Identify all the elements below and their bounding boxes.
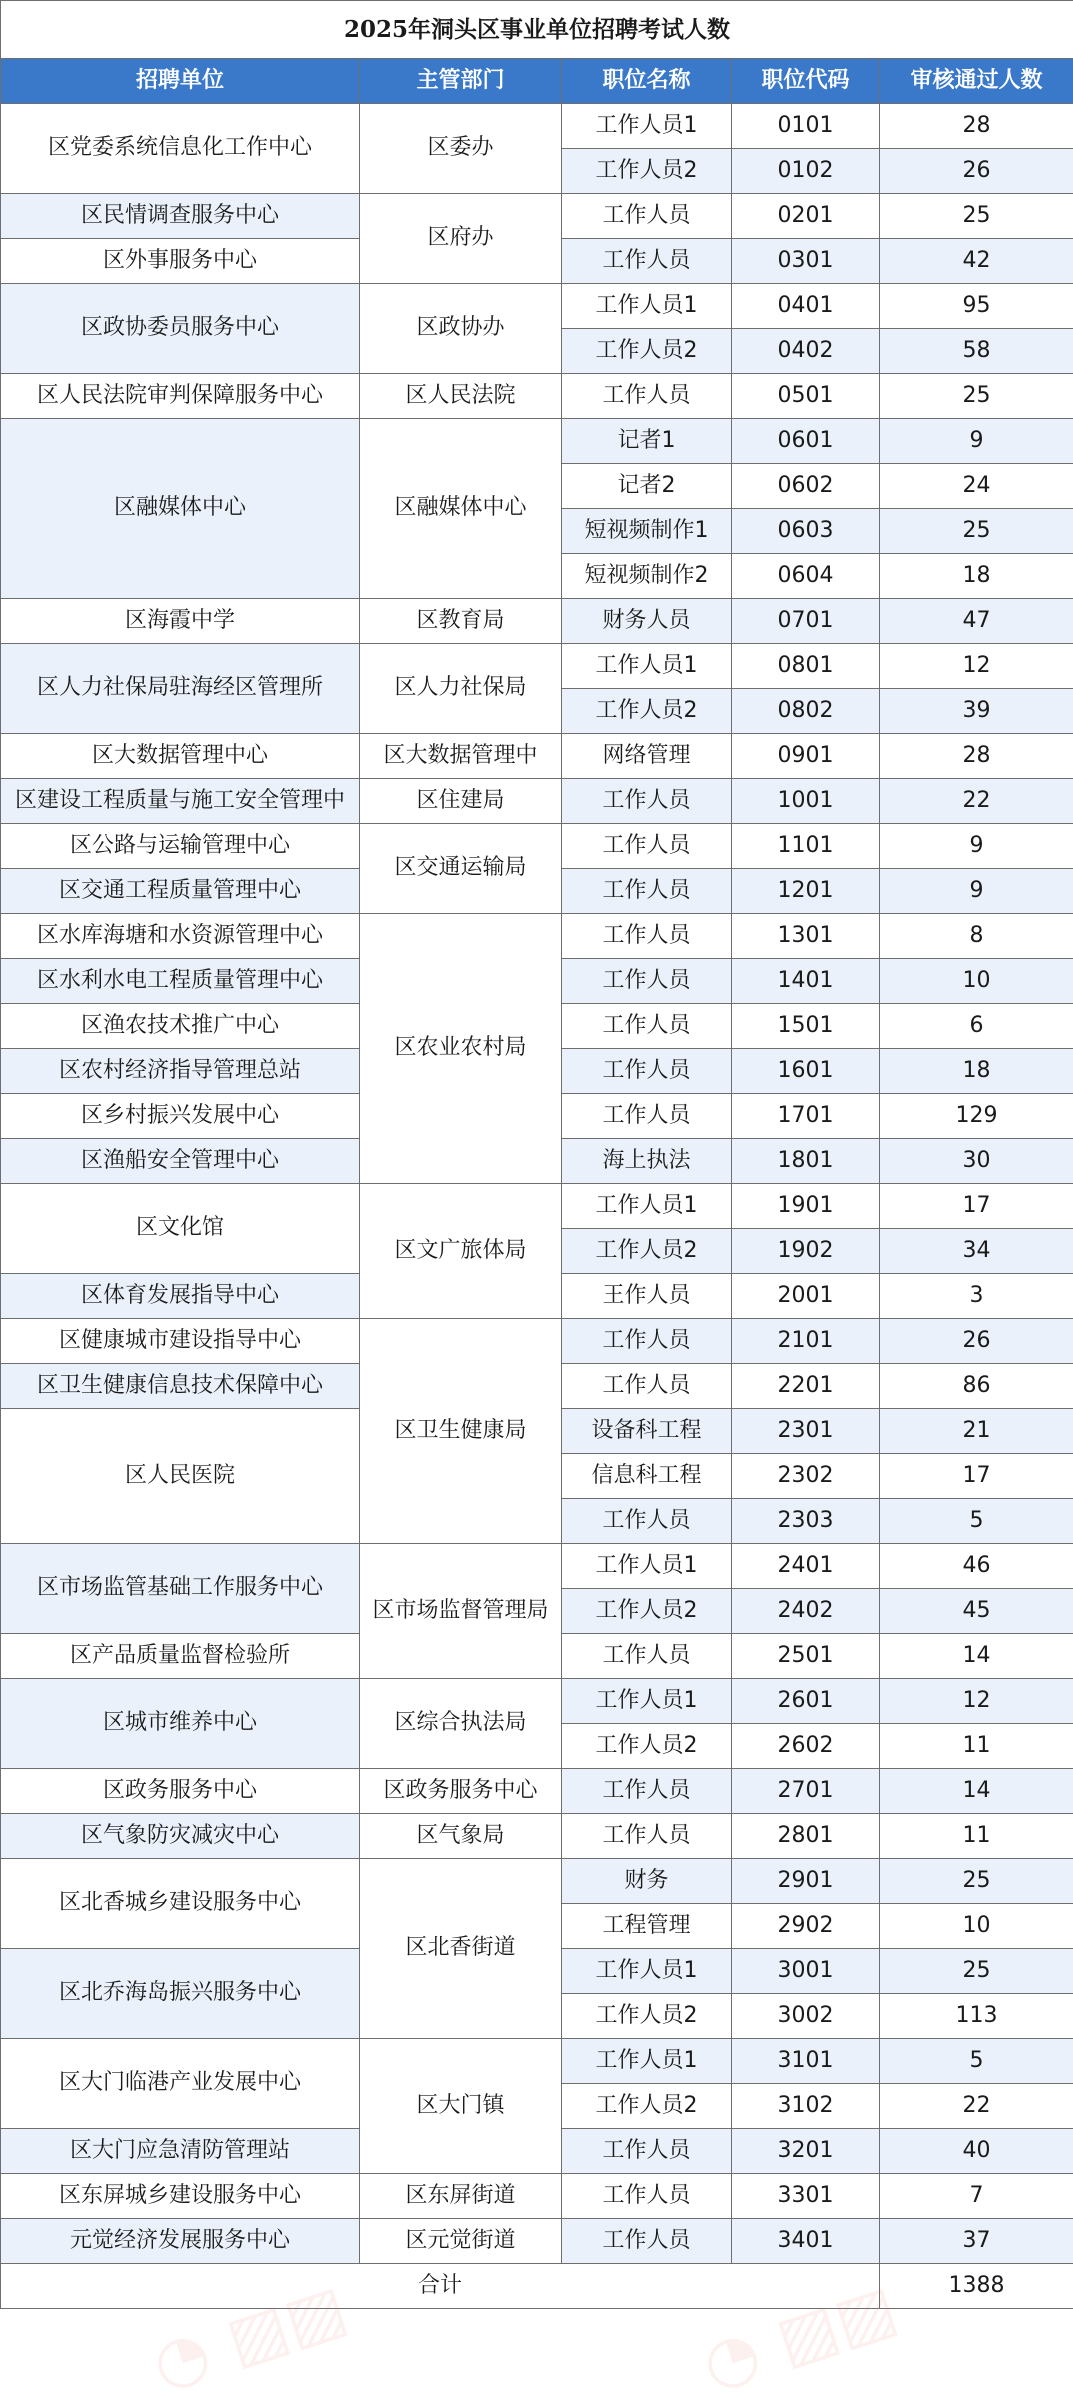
code-cell: 2402 [732, 1589, 880, 1634]
code-cell: 2301 [732, 1409, 880, 1454]
table-row [1, 1184, 1073, 1229]
watermark-logo: ◔ ▨▨ [143, 2271, 355, 2403]
table-row [1, 2174, 1073, 2219]
unit-cell: 区党委系统信息化工作中心 [1, 104, 360, 194]
code-cell: 0402 [732, 329, 880, 374]
code-cell: 1901 [732, 1184, 880, 1229]
unit-cell: 区大门临港产业发展中心 [1, 2039, 360, 2129]
position-cell: 工作人员2 [562, 1994, 732, 2039]
unit-cell: 区水库海塘和水资源管理中心 [1, 914, 360, 959]
unit-cell: 区卫生健康信息技术保障中心 [1, 1364, 360, 1409]
code-cell: 0601 [732, 419, 880, 464]
header-unit: 招聘单位 [1, 59, 360, 104]
dept-cell: 区农业农村局 [360, 914, 562, 1184]
count-cell: 45 [880, 1589, 1073, 1634]
count-cell: 24 [880, 464, 1073, 509]
unit-cell: 区农村经济指导管理总站 [1, 1049, 360, 1094]
count-cell: 5 [880, 1499, 1073, 1544]
table-row [1, 599, 1073, 644]
code-cell: 1401 [732, 959, 880, 1004]
count-cell: 14 [880, 1769, 1073, 1814]
count-cell: 9 [880, 419, 1073, 464]
unit-cell: 区外事服务中心 [1, 239, 360, 284]
count-cell: 5 [880, 2039, 1073, 2084]
code-cell: 2801 [732, 1814, 880, 1859]
position-cell: 工作人员 [562, 239, 732, 284]
unit-cell: 区文化馆 [1, 1184, 360, 1274]
unit-cell: 区交通工程质量管理中心 [1, 869, 360, 914]
code-cell: 2902 [732, 1904, 880, 1949]
count-cell: 12 [880, 644, 1073, 689]
unit-cell: 区气象防灾减灾中心 [1, 1814, 360, 1859]
code-cell: 3201 [732, 2129, 880, 2174]
watermark-logo: ◔ ▨▨ [693, 2271, 905, 2403]
code-cell: 0604 [732, 554, 880, 599]
header-count: 审核通过人数 [880, 59, 1073, 104]
code-cell: 3002 [732, 1994, 880, 2039]
position-cell: 工作人员1 [562, 2039, 732, 2084]
position-cell: 工作人员1 [562, 1544, 732, 1589]
count-cell: 11 [880, 1814, 1073, 1859]
title-row [1, 1, 1073, 59]
position-cell: 工作人员 [562, 869, 732, 914]
table-row [1, 734, 1073, 779]
unit-cell: 区健康城市建设指导中心 [1, 1319, 360, 1364]
table-row [1, 1319, 1073, 1364]
count-cell: 40 [880, 2129, 1073, 2174]
dept-cell: 区委办 [360, 104, 562, 194]
table-row [1, 1859, 1073, 1904]
position-cell: 工作人员 [562, 1769, 732, 1814]
count-cell: 28 [880, 734, 1073, 779]
unit-cell: 区渔船安全管理中心 [1, 1139, 360, 1184]
position-cell: 财务人员 [562, 599, 732, 644]
table-row [1, 824, 1073, 869]
dept-cell: 区元觉街道 [360, 2219, 562, 2264]
count-cell: 14 [880, 1634, 1073, 1679]
code-cell: 3401 [732, 2219, 880, 2264]
table-row [1, 914, 1073, 959]
count-cell: 18 [880, 554, 1073, 599]
count-cell: 17 [880, 1184, 1073, 1229]
unit-cell: 区城市维养中心 [1, 1679, 360, 1769]
position-cell: 工程管理 [562, 1904, 732, 1949]
code-cell: 0401 [732, 284, 880, 329]
code-cell: 0602 [732, 464, 880, 509]
count-cell: 10 [880, 1904, 1073, 1949]
position-cell: 工作人员 [562, 1634, 732, 1679]
code-cell: 0603 [732, 509, 880, 554]
unit-cell: 区政务服务中心 [1, 1769, 360, 1814]
dept-cell: 区府办 [360, 194, 562, 284]
dept-cell: 区市场监督管理局 [360, 1544, 562, 1679]
code-cell: 0101 [732, 104, 880, 149]
position-cell: 工作人员 [562, 824, 732, 869]
code-cell: 2701 [732, 1769, 880, 1814]
unit-cell: 区政协委员服务中心 [1, 284, 360, 374]
count-cell: 95 [880, 284, 1073, 329]
count-cell: 26 [880, 1319, 1073, 1364]
unit-cell: 区东屏城乡建设服务中心 [1, 2174, 360, 2219]
unit-cell: 区民情调查服务中心 [1, 194, 360, 239]
dept-cell: 区气象局 [360, 1814, 562, 1859]
position-cell: 海上执法 [562, 1139, 732, 1184]
table-row [1, 2219, 1073, 2264]
table-row [1, 779, 1073, 824]
code-cell: 1902 [732, 1229, 880, 1274]
count-cell: 12 [880, 1679, 1073, 1724]
count-cell: 25 [880, 509, 1073, 554]
position-cell: 财务 [562, 1859, 732, 1904]
code-cell: 3102 [732, 2084, 880, 2129]
code-cell: 2303 [732, 1499, 880, 1544]
position-cell: 工作人员2 [562, 149, 732, 194]
code-cell: 2101 [732, 1319, 880, 1364]
unit-cell: 区渔农技术推广中心 [1, 1004, 360, 1049]
table-row [1, 1679, 1073, 1724]
unit-cell: 区大门应急清防管理站 [1, 2129, 360, 2174]
position-cell: 工作人员 [562, 914, 732, 959]
code-cell: 2601 [732, 1679, 880, 1724]
position-cell: 记者1 [562, 419, 732, 464]
dept-cell: 区人力社保局 [360, 644, 562, 734]
position-cell: 工作人员1 [562, 104, 732, 149]
header-row [1, 59, 1073, 104]
count-cell: 8 [880, 914, 1073, 959]
code-cell: 2901 [732, 1859, 880, 1904]
total-label: 合计 [1, 2264, 880, 2309]
count-cell: 113 [880, 1994, 1073, 2039]
position-cell: 工作人员1 [562, 1949, 732, 1994]
code-cell: 2401 [732, 1544, 880, 1589]
dept-cell: 区卫生健康局 [360, 1319, 562, 1544]
position-cell: 记者2 [562, 464, 732, 509]
unit-cell: 区乡村振兴发展中心 [1, 1094, 360, 1139]
position-cell: 网络管理 [562, 734, 732, 779]
header-code: 职位代码 [732, 59, 880, 104]
code-cell: 0501 [732, 374, 880, 419]
position-cell: 信息科工程 [562, 1454, 732, 1499]
position-cell: 工作人员 [562, 1319, 732, 1364]
count-cell: 39 [880, 689, 1073, 734]
position-cell: 工作人员2 [562, 1589, 732, 1634]
unit-cell: 元觉经济发展服务中心 [1, 2219, 360, 2264]
count-cell: 42 [880, 239, 1073, 284]
position-cell: 工作人员1 [562, 284, 732, 329]
position-cell: 设备科工程 [562, 1409, 732, 1454]
code-cell: 1201 [732, 869, 880, 914]
header-dept: 主管部门 [360, 59, 562, 104]
code-cell: 1601 [732, 1049, 880, 1094]
position-cell: 短视频制作2 [562, 554, 732, 599]
code-cell: 0301 [732, 239, 880, 284]
count-cell: 25 [880, 194, 1073, 239]
dept-cell: 区北香街道 [360, 1859, 562, 2039]
count-cell: 30 [880, 1139, 1073, 1184]
count-cell: 9 [880, 869, 1073, 914]
table-row [1, 644, 1073, 689]
code-cell: 0801 [732, 644, 880, 689]
position-cell: 工作人员 [562, 1364, 732, 1409]
dept-cell: 区东屏街道 [360, 2174, 562, 2219]
position-cell: 短视频制作1 [562, 509, 732, 554]
count-cell: 34 [880, 1229, 1073, 1274]
count-cell: 7 [880, 2174, 1073, 2219]
unit-cell: 区北香城乡建设服务中心 [1, 1859, 360, 1949]
unit-cell: 区水利水电工程质量管理中心 [1, 959, 360, 1004]
code-cell: 0201 [732, 194, 880, 239]
position-cell: 工作人员 [562, 1094, 732, 1139]
position-cell: 工作人员 [562, 194, 732, 239]
dept-cell: 区大数据管理中 [360, 734, 562, 779]
position-cell: 工作人员1 [562, 1679, 732, 1724]
count-cell: 28 [880, 104, 1073, 149]
code-cell: 1701 [732, 1094, 880, 1139]
position-cell: 工作人员 [562, 779, 732, 824]
code-cell: 1801 [732, 1139, 880, 1184]
unit-cell: 区海霞中学 [1, 599, 360, 644]
position-cell: 工作人员 [562, 959, 732, 1004]
unit-cell: 区北乔海岛振兴服务中心 [1, 1949, 360, 2039]
code-cell: 2001 [732, 1274, 880, 1319]
count-cell: 18 [880, 1049, 1073, 1094]
count-cell: 21 [880, 1409, 1073, 1454]
position-cell: 工作人员1 [562, 644, 732, 689]
table-row [1, 1769, 1073, 1814]
dept-cell: 区文广旅体局 [360, 1184, 562, 1319]
table-row [1, 284, 1073, 329]
count-cell: 3 [880, 1274, 1073, 1319]
unit-cell: 区建设工程质量与施工安全管理中 [1, 779, 360, 824]
table-row [1, 374, 1073, 419]
dept-cell: 区教育局 [360, 599, 562, 644]
unit-cell: 区人民法院审判保障服务中心 [1, 374, 360, 419]
count-cell: 22 [880, 2084, 1073, 2129]
position-cell: 工作人员2 [562, 1724, 732, 1769]
position-cell: 工作人员 [562, 2174, 732, 2219]
code-cell: 0901 [732, 734, 880, 779]
code-cell: 0701 [732, 599, 880, 644]
count-cell: 22 [880, 779, 1073, 824]
code-cell: 3101 [732, 2039, 880, 2084]
count-cell: 17 [880, 1454, 1073, 1499]
position-cell: 工作人员2 [562, 1229, 732, 1274]
unit-cell: 区融媒体中心 [1, 419, 360, 599]
code-cell: 1001 [732, 779, 880, 824]
code-cell: 2501 [732, 1634, 880, 1679]
position-cell: 工作人员2 [562, 689, 732, 734]
code-cell: 1301 [732, 914, 880, 959]
total-value: 1388 [880, 2264, 1073, 2309]
table-body [1, 104, 1073, 2264]
count-cell: 37 [880, 2219, 1073, 2264]
dept-cell: 区住建局 [360, 779, 562, 824]
dept-cell: 区综合执法局 [360, 1679, 562, 1769]
code-cell: 3001 [732, 1949, 880, 1994]
code-cell: 2201 [732, 1364, 880, 1409]
count-cell: 58 [880, 329, 1073, 374]
code-cell: 2302 [732, 1454, 880, 1499]
count-cell: 86 [880, 1364, 1073, 1409]
unit-cell: 区人民医院 [1, 1409, 360, 1544]
code-cell: 3301 [732, 2174, 880, 2219]
dept-cell: 区政务服务中心 [360, 1769, 562, 1814]
count-cell: 25 [880, 1859, 1073, 1904]
count-cell: 25 [880, 1949, 1073, 1994]
count-cell: 129 [880, 1094, 1073, 1139]
dept-cell: 区融媒体中心 [360, 419, 562, 599]
position-cell: 工作人员 [562, 1499, 732, 1544]
count-cell: 47 [880, 599, 1073, 644]
total-row [1, 2264, 1073, 2309]
dept-cell: 区人民法院 [360, 374, 562, 419]
position-cell: 工作人员 [562, 1004, 732, 1049]
count-cell: 46 [880, 1544, 1073, 1589]
count-cell: 11 [880, 1724, 1073, 1769]
unit-cell: 区体育发展指导中心 [1, 1274, 360, 1319]
unit-cell: 区市场监管基础工作服务中心 [1, 1544, 360, 1634]
unit-cell: 区产品质量监督检验所 [1, 1634, 360, 1679]
dept-cell: 区交通运输局 [360, 824, 562, 914]
code-cell: 0802 [732, 689, 880, 734]
code-cell: 0102 [732, 149, 880, 194]
position-cell: 工作人员2 [562, 2084, 732, 2129]
table-row [1, 1544, 1073, 1589]
dept-cell: 区大门镇 [360, 2039, 562, 2174]
dept-cell: 区政协办 [360, 284, 562, 374]
table-title: 2025年洞头区事业单位招聘考试人数 [1, 1, 1073, 59]
unit-cell: 区人力社保局驻海经区管理所 [1, 644, 360, 734]
header-position: 职位名称 [562, 59, 732, 104]
table-row [1, 2039, 1073, 2084]
position-cell: 工作人员1 [562, 1184, 732, 1229]
count-cell: 6 [880, 1004, 1073, 1049]
code-cell: 1101 [732, 824, 880, 869]
count-cell: 26 [880, 149, 1073, 194]
count-cell: 25 [880, 374, 1073, 419]
table-row [1, 1814, 1073, 1859]
code-cell: 2602 [732, 1724, 880, 1769]
table-row [1, 104, 1073, 149]
position-cell: 工作人员 [562, 374, 732, 419]
position-cell: 王作人员 [562, 1274, 732, 1319]
position-cell: 工作人员 [562, 2129, 732, 2174]
unit-cell: 区大数据管理中心 [1, 734, 360, 779]
position-cell: 工作人员 [562, 1049, 732, 1094]
position-cell: 工作人员 [562, 2219, 732, 2264]
table-row [1, 194, 1073, 239]
count-cell: 9 [880, 824, 1073, 869]
position-cell: 工作人员 [562, 1814, 732, 1859]
count-cell: 10 [880, 959, 1073, 1004]
position-cell: 工作人员2 [562, 329, 732, 374]
table-row [1, 419, 1073, 464]
code-cell: 1501 [732, 1004, 880, 1049]
unit-cell: 区公路与运输管理中心 [1, 824, 360, 869]
